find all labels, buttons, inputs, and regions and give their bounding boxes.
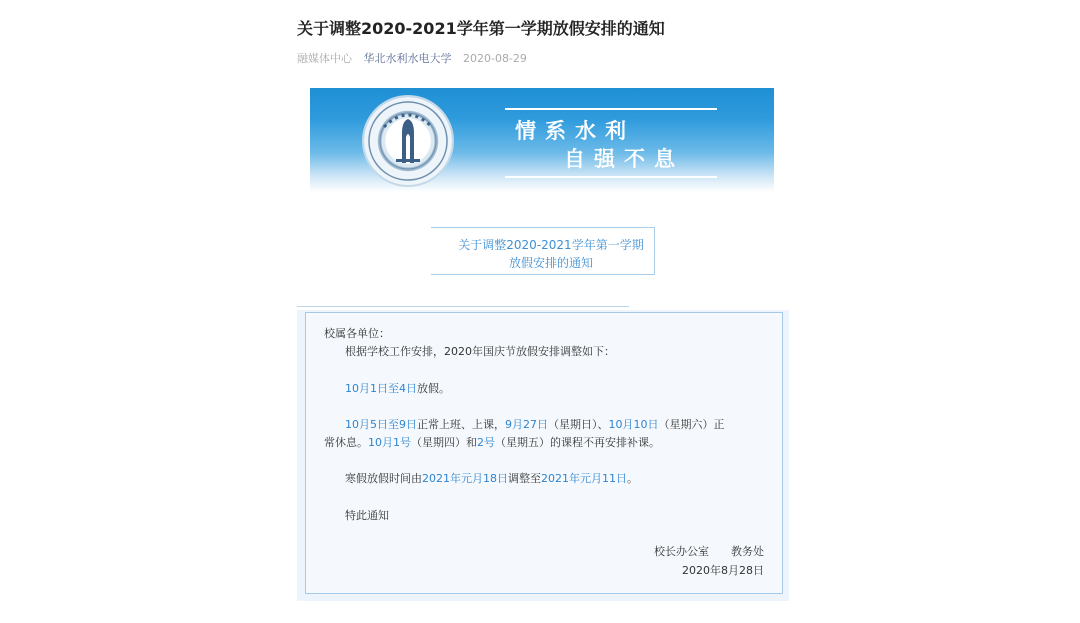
holiday-dates: 10月1日至4日	[345, 382, 417, 395]
article-title: 关于调整2020-2021学年第一学期放假安排的通知	[297, 19, 665, 38]
paragraph-text: 正常上班、上课，	[417, 418, 505, 431]
notice-sign-date: 2020年8月28日	[682, 564, 764, 577]
seal-emblem-icon	[364, 97, 452, 185]
meta-date: 2020-08-29	[463, 52, 527, 65]
meta-source: 融媒体中心	[297, 52, 352, 65]
notice-top-rule	[297, 306, 629, 307]
subtitle-line-1: 关于调整2020-2021学年第一学期	[458, 238, 644, 252]
notice-closing: 特此通知	[345, 509, 389, 522]
winter-break-old-date: 2021年元月18日	[422, 472, 508, 485]
paragraph-text: （星期日）、	[548, 418, 609, 431]
slogan-line-2: 自强不息	[564, 147, 684, 171]
paragraph-text: （星期五）的课程不再安排补课。	[495, 436, 660, 449]
paragraph-text: （星期六）正	[658, 418, 725, 431]
paragraph-text: 。	[627, 472, 638, 485]
slogan-top-rule	[505, 108, 717, 110]
workday-dates: 10月5日至9日	[345, 418, 417, 431]
paragraph-text: 放假。	[417, 382, 450, 395]
paragraph-text: 寒假放假时间由	[345, 472, 422, 485]
paragraph-text: 常休息。	[324, 436, 368, 449]
article-meta	[297, 50, 535, 66]
class-date: 10月1号	[368, 436, 411, 449]
notice-subtitle	[451, 236, 651, 272]
slogan-bottom-rule	[505, 176, 717, 178]
header-banner	[310, 88, 774, 192]
rest-date: 10月10日	[608, 418, 659, 431]
notice-paragraph-1	[345, 380, 450, 398]
notice-greeting: 校属各单位：	[324, 327, 390, 340]
slogan-line-1: 情系水利	[515, 119, 635, 143]
winter-break-new-date: 2021年元月11日	[541, 472, 627, 485]
notice-signature: 校长办公室 教务处	[654, 545, 764, 558]
subtitle-line-2: 放假安排的通知	[508, 256, 593, 270]
class-date: 2号	[477, 436, 495, 449]
notice-body	[305, 312, 783, 594]
university-seal-icon	[364, 97, 452, 185]
notice-intro: 根据学校工作安排，2020年国庆节放假安排调整如下：	[345, 345, 615, 358]
rest-date: 9月27日	[505, 418, 548, 431]
notice-paragraph-3	[345, 470, 638, 488]
notice-paragraph-2-line-1	[345, 416, 725, 434]
meta-account-link[interactable]: 华北水利水电大学	[363, 52, 452, 65]
notice-subtitle-box	[431, 227, 655, 275]
paragraph-text: （星期四）和	[411, 436, 477, 449]
notice-paragraph-2-line-2	[324, 434, 660, 452]
paragraph-text: 调整至	[508, 472, 541, 485]
